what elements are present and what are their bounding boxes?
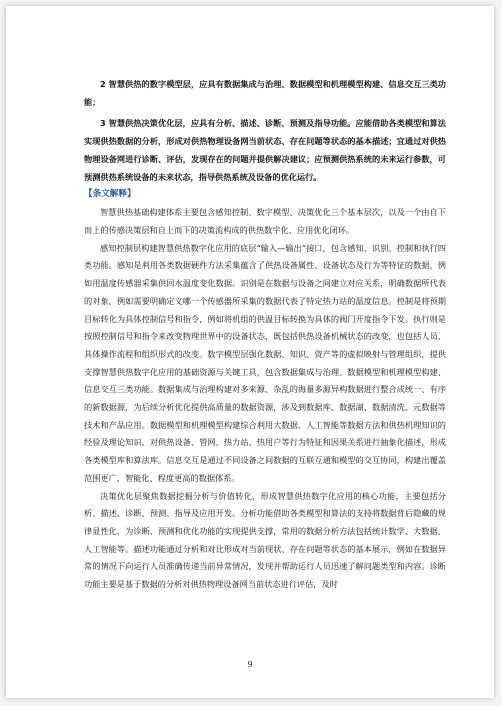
clause-item-3: 3 智慧供热决策优化层，应具有分析、描述、诊断、预测及指导功能。应能借助各类模型和算法实现供热数据的分析，形成对供热物理设备网当前状态、存在问题等状态的基本描述；宜通过对供热物理设备网进行诊断、评估，发现存在的问题并提供解决建议；应预测供热系统的未来运行参数，可预测供热系统设备的未来状态，指导供热系统及设备的优化运行。 [84, 117, 446, 182]
clause-item-2: 2 智慧供热的数字模型层，应具有数据集成与治理、数据模型和机理模型构建、信息交互三类功能； [84, 79, 446, 107]
page-content [84, 76, 446, 594]
section-heading: 【条文解释】 [84, 189, 136, 200]
explanation-paragraph-1: 智慧供热基础构建体系主要包含感知控制、数字模型、决策优化三个基本层次，以及一个由自下而上的传感决策层和自上而下的决策流构成的供热数字化、应用优化闭环。 [84, 207, 446, 236]
explanation-paragraph-2: 感知控制层构建智慧供热数字化应用的底层“输入—输出”接口，包含感知、识别、控制和执行四类功能。感知是利用各类数据硬件方法采集蕴含了供热设备属性、设备状态及行为等特征的数据，例如用温度传感器采集供回水温度变化数据。识别是在数据与设备之间建立对应关系，明确数据所代表的对象，例如需要明确定义哪一个传感器所采集的数据代表了特定热力站的温度信息。控制是将预期目标转化为具体控制信号和指令，例如将机组的供温目标转换为具体的阀门开度指令下发。执行则是按照控制信号和指令来改变物理世界中的设备状态，既包括供热设备机械状态的改变，也包括人员、具体操作流程和组织形式的改变。数字模型层强化数据、知识、资产等的虚拟映射与管理组织，提供支撑智慧供热数字化应用的基础资源与关键工具，包含数据集成与治理、数据模型和机理模型构建、信息交互三类功能。数据集成与治理构建对多来源、杂乱的海量多源异构数据进行整合成统一、有序的新数据源，为后续分析优化提供高质量的数据资源，涉及到数据库、数据湖、数据清洗、元数据等技术和产品应用。数据模型和机理模型构建综合利用大数据、人工智能等数据方法和供热机理知识的经验及理论知识，对供热设备、管网、热力站、热用户等行为特征和因果关系进行抽象化描述，形成各类模型库和算法库。信息交互是通过不同设备之间数据的互联互通和模型的交互协同，构建出覆盖范围更广、智能化、程度更高的数据体系。 [84, 242, 446, 483]
document-page [6, 6, 494, 698]
page-number: 9 [247, 660, 253, 669]
explanation-paragraph-3: 决策优化层聚焦数据挖掘分析与价值转化，形成智慧供热数字化应用的核心功能，主要包括分析、描述、诊断、预测、指导及应用开发。分析功能借助各类模型和算法的支持将数据背后隐藏的规律显性化，为诊断、预测和优化功能的实现提供支撑，常用的数据分析方法包括统计数学、大数据、人工智能等。描述功能通过分析和对比形成对当前现状、存在问题等状态的基本展示，例如在数据异常的情况下向运行人员准确传递当前异常情况，发现并帮助运行人员迅速了解问题类型和内容。诊断功能主要是基于数据的分析对供热物理设备网当前状态进行评估，及时 [84, 490, 446, 590]
